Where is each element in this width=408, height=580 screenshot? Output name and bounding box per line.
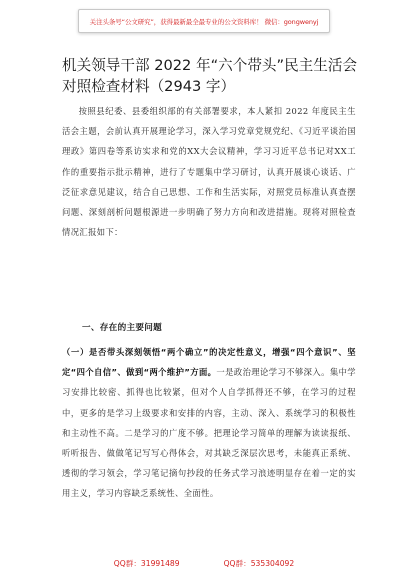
footer xyxy=(0,558,408,572)
subsection-1-heading: （一）是否带头深刻领悟“两个确立”的决定性意义，增强“四个意识”、坚定“四个自信”、做到“两个维护”方面。 xyxy=(62,347,356,378)
footer-qq-group-2: QQ群：535304092 xyxy=(223,559,295,568)
intro-section xyxy=(62,101,356,242)
footer-qq-group-1: QQ群：31991489 xyxy=(113,559,180,568)
section-heading-problems: 一、存在的主要问题 xyxy=(82,323,163,333)
intro-paragraph: 按照县纪委、县委组织部的有关部署要求，本人紧扣 2022 年度民主生活会主题，会前认真开展理论学习，深入学习党章党规党纪、《习近平谈治国理政》第四卷等系访实求和党的XX大会议精神，学习习近平总书记对XX工作的重要指示批示精神，进行了专题集中学习研讨，认真开展谈心谈话、广泛征求意见建议，结合自己思想、工作和生活实际，对照党员标准认真查摆问题、深刻剖析问题根源进一步明确了努力方向和改进措施。现将对照检查情况汇报如下： xyxy=(62,106,356,238)
subsection-1 xyxy=(62,342,356,504)
subsection-1-paragraph xyxy=(62,342,356,504)
subsection-1-text: 一是政治理论学习不够深入。集中学习安排比较密、抓得也比较紧，但对个人自学抓得还不够，在学习的过程中，更多的是学习上级要求和安排的内容，主动、深入、系统学习的积极性和主动性不高。二是学习的广度不够。把理论学习简单的理解为读读报纸、听听报告、做做笔记写写心得体会，对其缺乏深层次思考，未能真正系统、透彻的学习领会，学习笔记摘句抄段的任务式学习浪迹明显存在着一定的实用主义，学习内容缺乏系统性、全面性。 xyxy=(62,367,357,499)
document-title: 机关领导干部 2022 年“六个带头”民主生活会对照检查材料（2943 字） xyxy=(62,57,358,95)
banner-text: 关注头条号“公文研究”，获得最新最全最专业的公文资料库！ 微信：gongwenyj xyxy=(89,17,319,26)
watermark-banner xyxy=(78,9,330,33)
